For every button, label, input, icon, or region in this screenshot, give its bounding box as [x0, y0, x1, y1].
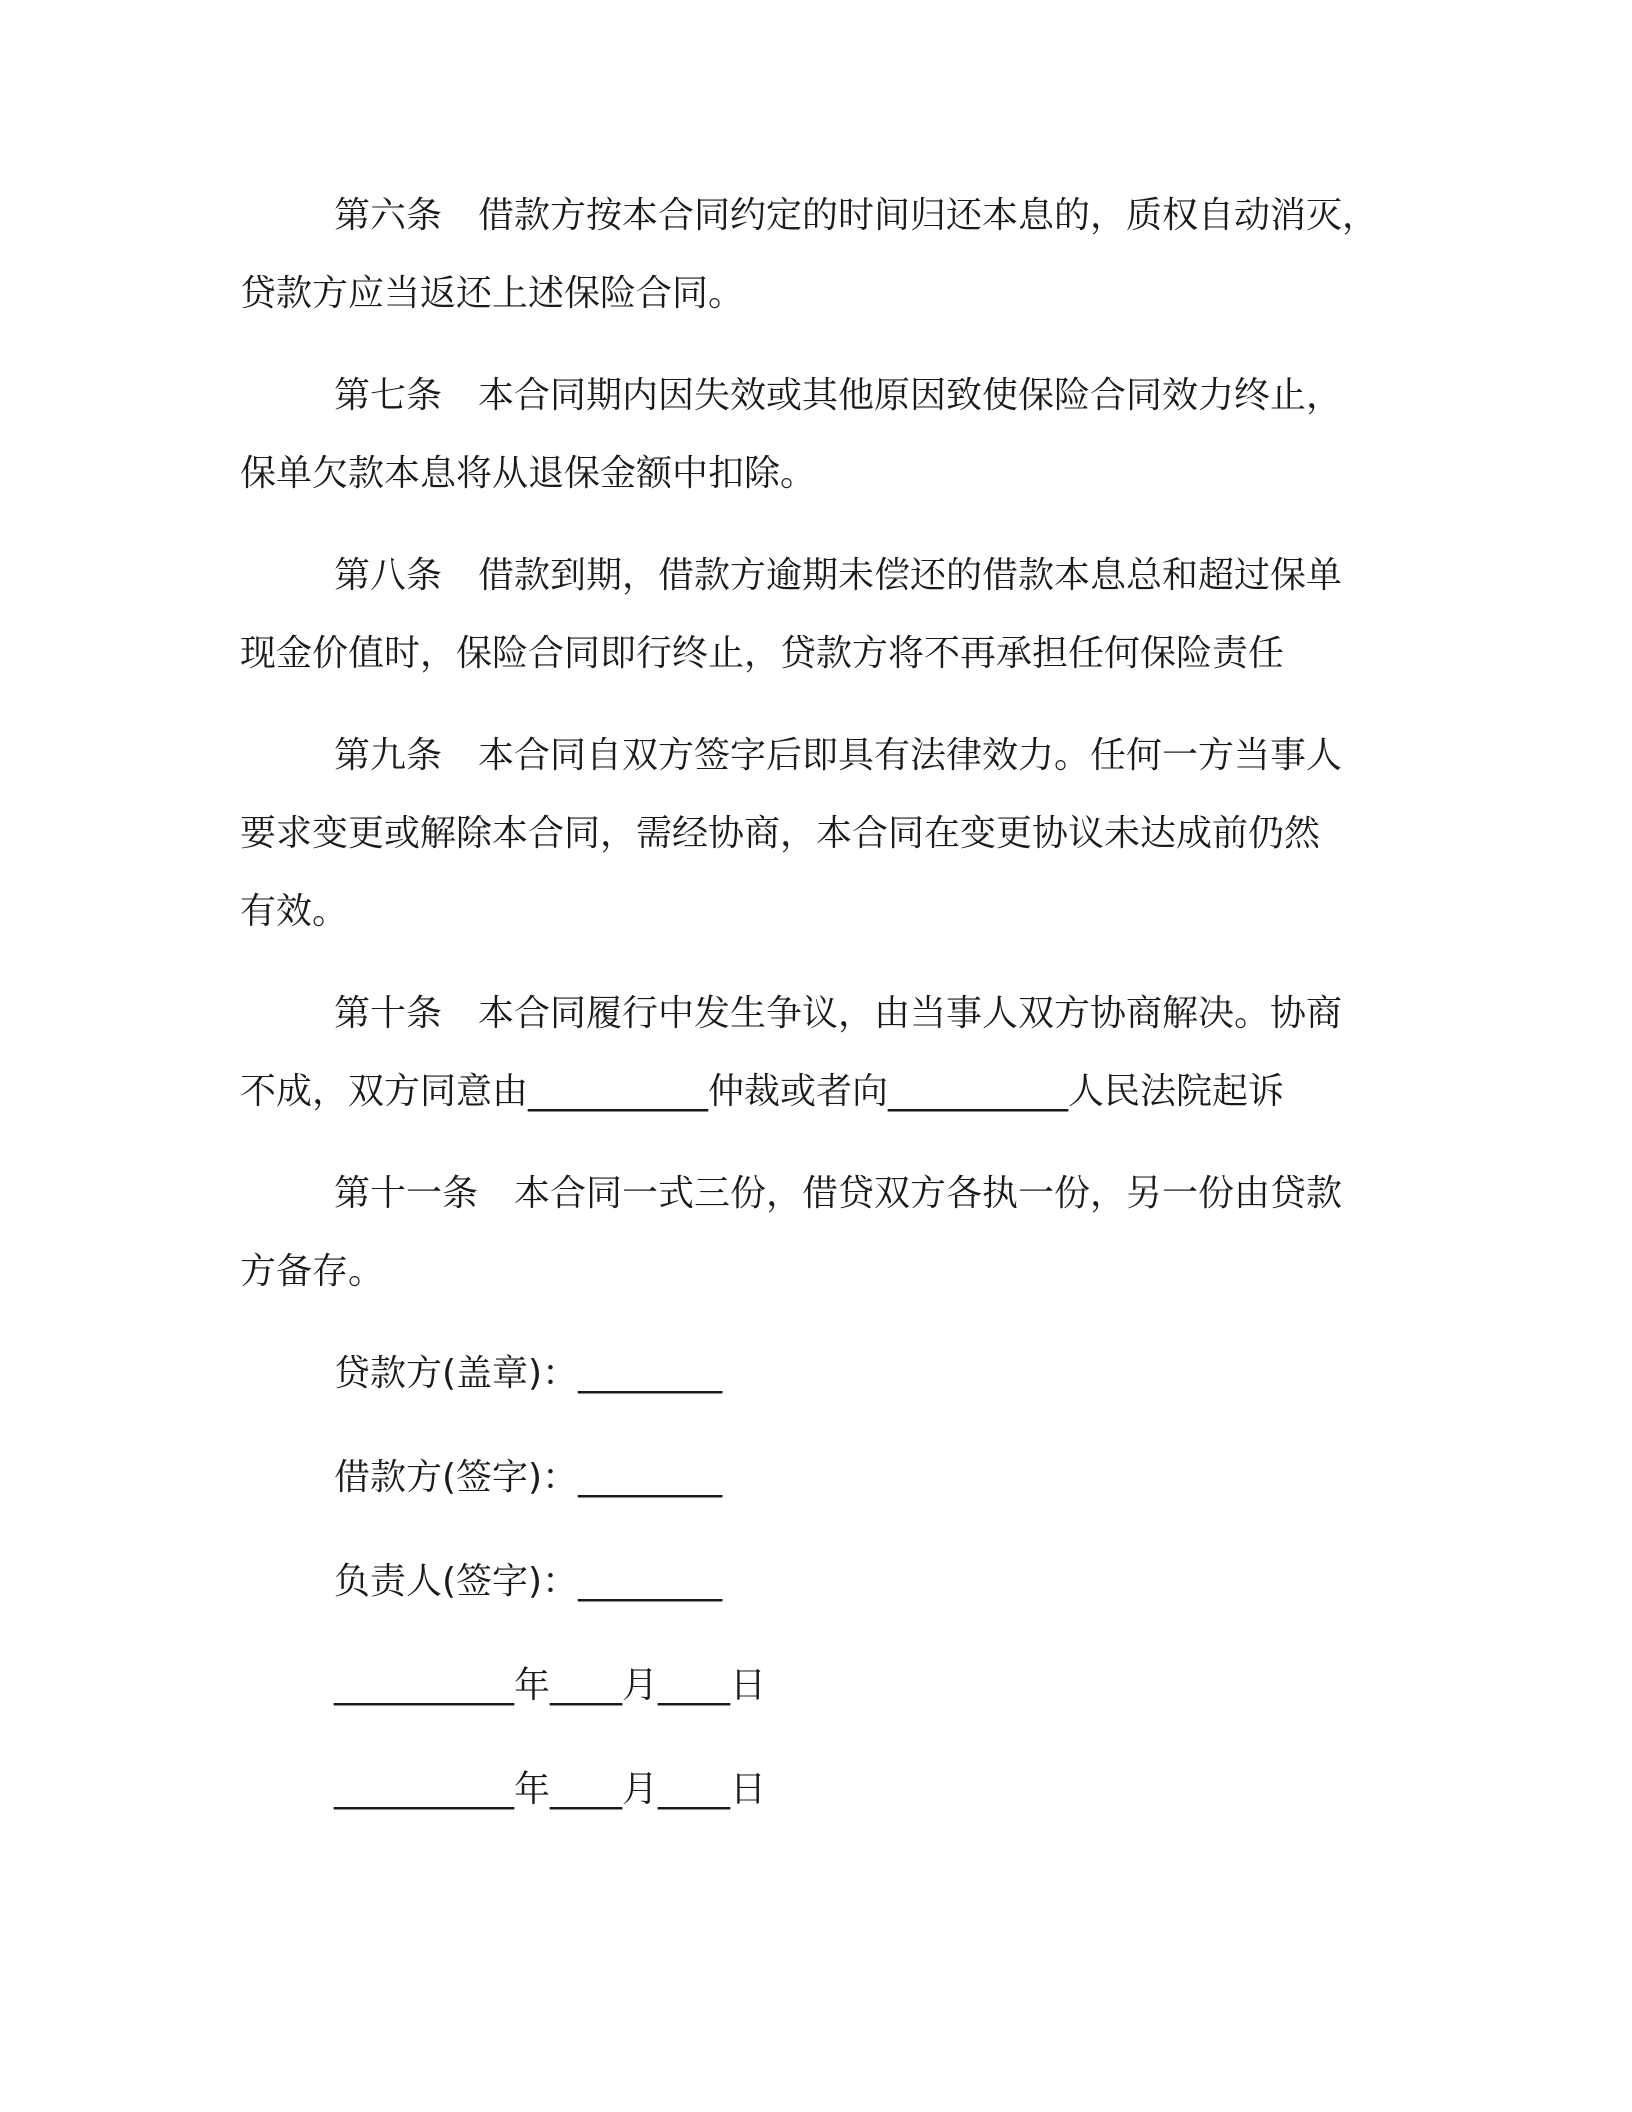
article-11-line-2: 方备存。	[240, 1251, 385, 1292]
article-7-line-1: 第七条 本合同期内因失效或其他原因致使保险合同效力终止，	[334, 375, 1343, 416]
article-9-line-1: 第九条 本合同自双方签字后即具有法律效力。任何一方当事人	[334, 735, 1343, 776]
borrower-signature-line: 借款方(签字)：________	[334, 1457, 723, 1498]
article-8-line-1: 第八条 借款到期，借款方逾期未偿还的借款本息总和超过保单	[334, 555, 1343, 596]
article-10-line-2: 不成，双方同意由__________仲裁或者向__________人民法院起诉	[240, 1071, 1285, 1112]
article-10-line-1: 第十条 本合同履行中发生争议，由当事人双方协商解决。协商	[334, 993, 1343, 1034]
responsible-signature-line: 负责人(签字)：________	[334, 1561, 723, 1602]
date-line-2: __________年____月____日	[334, 1769, 766, 1810]
article-9-line-2: 要求变更或解除本合同，需经协商，本合同在变更协议未达成前仍然	[240, 813, 1321, 854]
article-7-line-2: 保单欠款本息将从退保金额中扣除。	[240, 453, 817, 494]
article-6-line-1: 第六条 借款方按本合同约定的时间归还本息的，质权自动消灭，	[334, 195, 1379, 236]
article-9-line-3: 有效。	[240, 891, 349, 932]
lender-seal-line: 贷款方(盖章)：________	[334, 1353, 723, 1394]
date-line-1: __________年____月____日	[334, 1665, 766, 1706]
article-8-line-2: 现金价值时，保险合同即行终止，贷款方将不再承担任何保险责任	[240, 633, 1285, 674]
article-11-line-1: 第十一条 本合同一式三份，借贷双方各执一份，另一份由贷款	[334, 1173, 1343, 1214]
article-6-line-2: 贷款方应当返还上述保险合同。	[240, 273, 745, 314]
